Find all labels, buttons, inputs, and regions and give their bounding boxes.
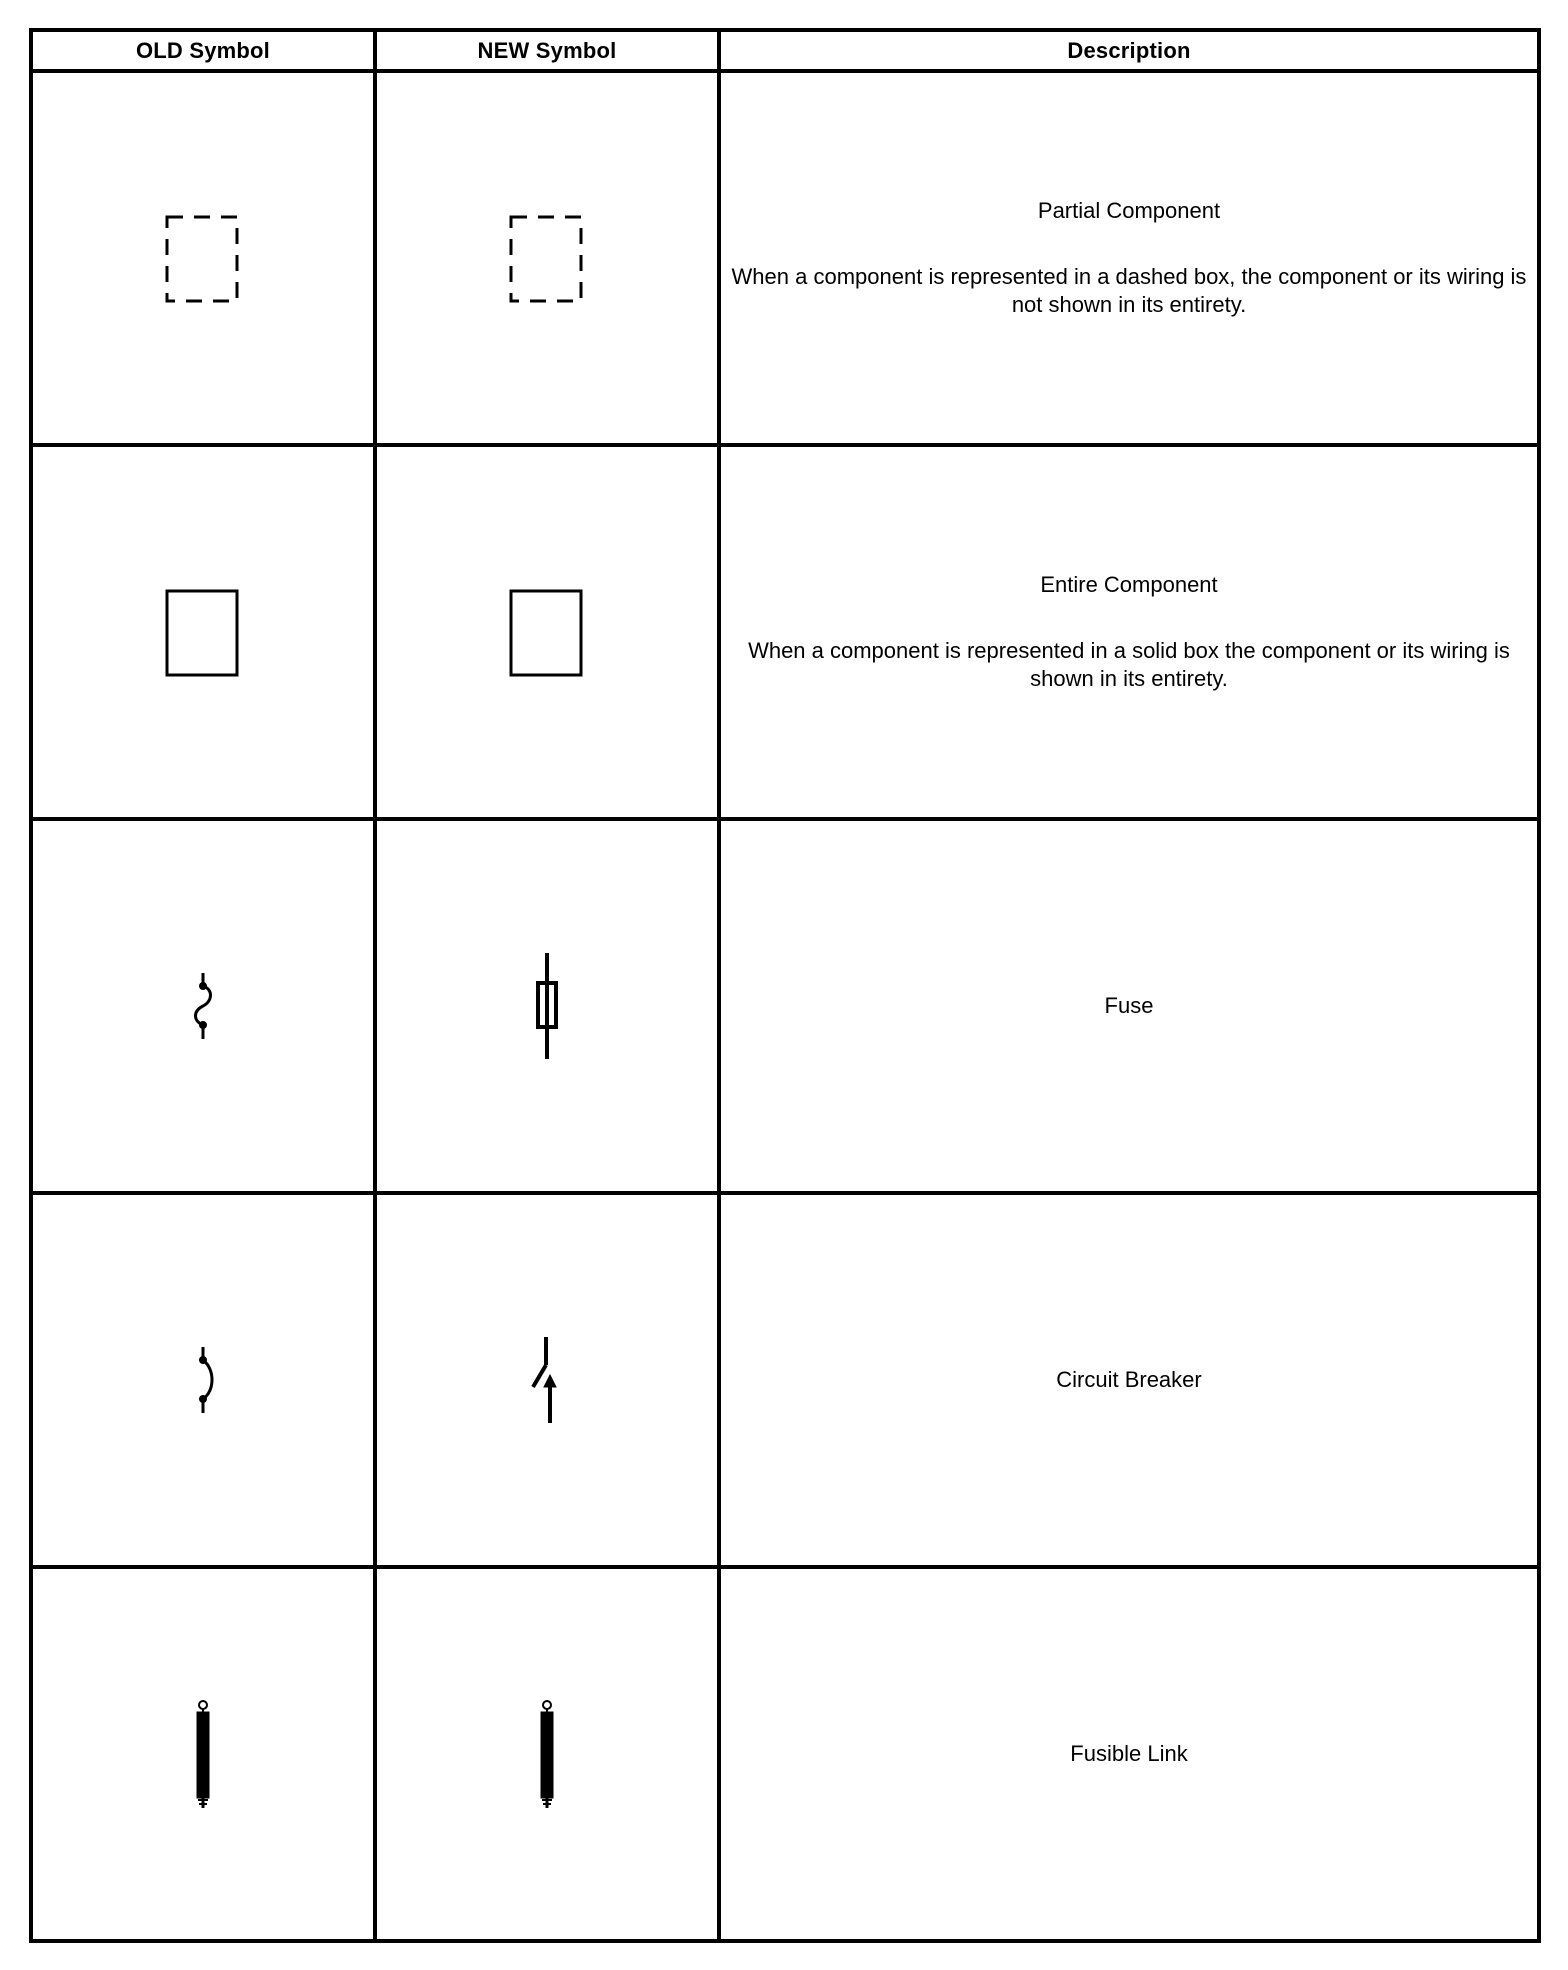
description-title: Entire Component	[1040, 572, 1218, 597]
entire-component-solid-box-icon	[507, 587, 587, 677]
new-symbol-cell	[375, 819, 719, 1193]
old-symbol-cell	[31, 1567, 375, 1941]
description-title: Partial Component	[1037, 198, 1221, 223]
description-note: When a component is represented in a dashed box, the component or its wiring is not shown in its entirety.	[731, 264, 1527, 317]
new-symbol-header: NEW Symbol	[375, 30, 719, 71]
new-symbol-cell	[375, 71, 719, 445]
fusible-link-new-icon	[527, 1698, 567, 1810]
new-symbol-cell	[375, 1193, 719, 1567]
old-symbol-cell	[31, 445, 375, 819]
table-row-entire-component	[31, 445, 1539, 819]
description-cell	[719, 819, 1539, 1193]
new-symbol-cell	[375, 1567, 719, 1941]
description-note: When a component is represented in a solid box the component or its wiring is shown in its entirety.	[748, 638, 1510, 691]
old-symbol-cell	[31, 819, 375, 1193]
symbol-legend-sheet	[29, 28, 1537, 1941]
partial-component-dashed-box-icon	[507, 213, 587, 303]
entire-component-solid-box-icon	[163, 587, 243, 677]
table-row-fuse	[31, 819, 1539, 1193]
old-symbol-cell	[31, 1193, 375, 1567]
table-row-partial-component	[31, 71, 1539, 445]
partial-component-dashed-box-icon	[163, 213, 243, 303]
table-row-fusible-link	[31, 1567, 1539, 1941]
description-cell	[719, 445, 1539, 819]
description-title: Fuse	[1104, 993, 1154, 1018]
fuse-old-icon	[183, 971, 223, 1041]
old-symbol-cell	[31, 71, 375, 445]
fusible-link-old-icon	[183, 1698, 223, 1810]
symbol-legend-table	[29, 28, 1541, 1943]
description-cell	[719, 71, 1539, 445]
header-row	[31, 30, 1539, 71]
old-symbol-header: OLD Symbol	[31, 30, 375, 71]
description-cell	[719, 1193, 1539, 1567]
new-symbol-cell	[375, 445, 719, 819]
table-row-circuit-breaker	[31, 1193, 1539, 1567]
fuse-new-icon	[527, 951, 567, 1061]
description-header: Description	[719, 30, 1539, 71]
circuit-breaker-old-icon	[183, 1345, 223, 1415]
description-title: Fusible Link	[1070, 1741, 1188, 1766]
circuit-breaker-new-icon	[522, 1335, 572, 1425]
description-title: Circuit Breaker	[1056, 1367, 1202, 1392]
description-cell	[719, 1567, 1539, 1941]
